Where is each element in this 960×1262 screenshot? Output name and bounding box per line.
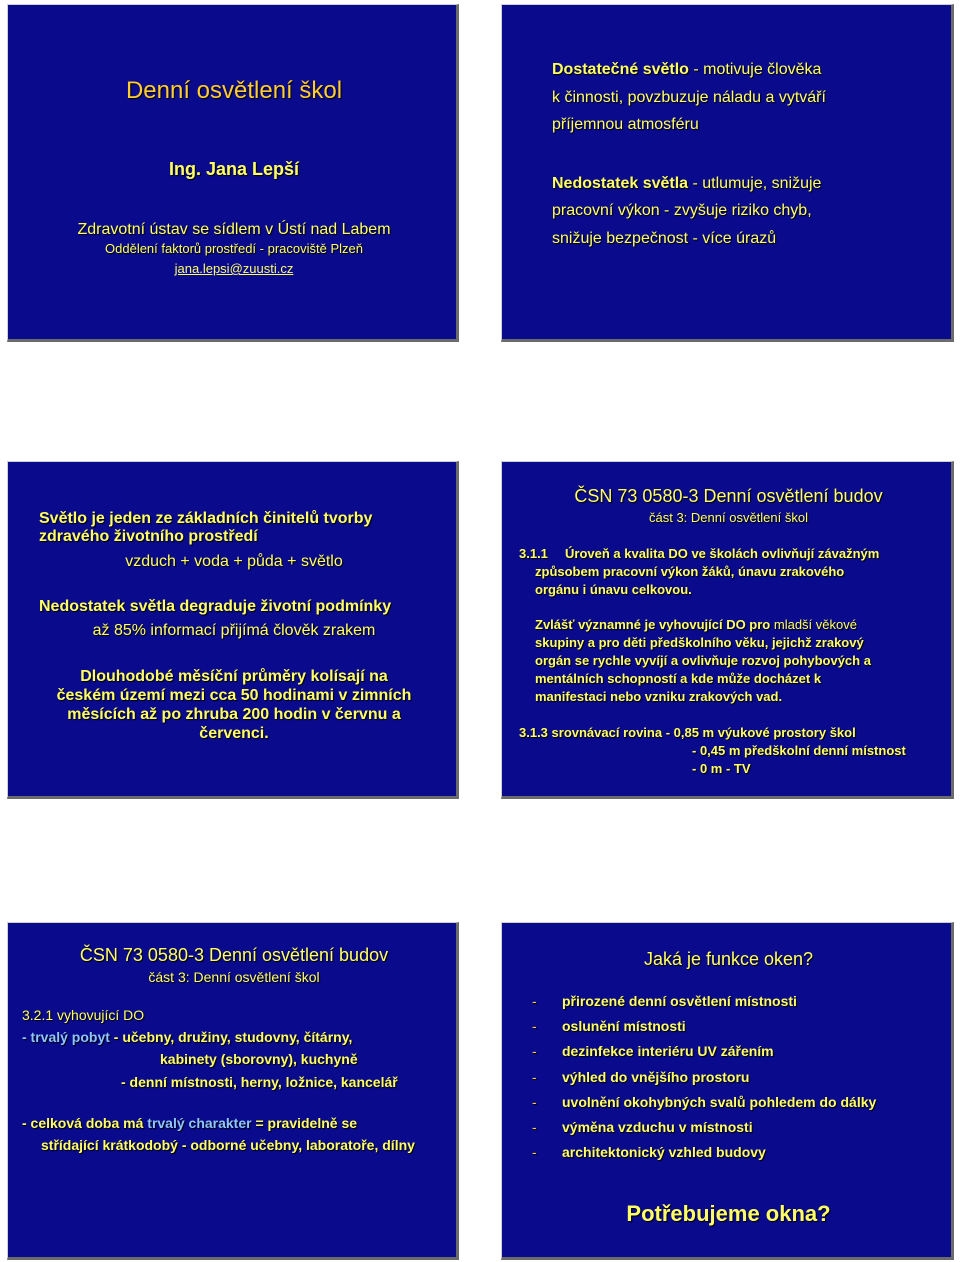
slide-2 xyxy=(501,4,954,342)
text-fragment: - trvalý pobyt xyxy=(22,1029,110,1045)
department-name: Oddělení faktorů prostředí - pracoviště Plzeň xyxy=(105,241,363,256)
slide-4-subtitle: část 3: Denní osvětlení škol xyxy=(649,510,808,525)
text-line: zdravého životního prostředí xyxy=(39,528,258,545)
text-line xyxy=(22,1115,357,1131)
text-line xyxy=(552,175,821,193)
closing-question: Potřebujeme okna? xyxy=(626,1201,831,1226)
text-line: způsobem pracovní výkon žáků, únavu zrakového xyxy=(535,564,845,579)
text-fragment: - motivuje člověka xyxy=(688,61,822,78)
slide-6-title: Jaká je funkce oken? xyxy=(643,949,814,969)
email-link[interactable]: jana.lepsi@zuusti.cz xyxy=(174,261,294,276)
text-line: českém území mezi cca 50 hodinami v zimních xyxy=(56,687,412,704)
text-fragment: = pravidelně se xyxy=(251,1115,358,1131)
text-line: střídající krátkodobý - odborné učebny, laboratoře, dílny xyxy=(41,1137,415,1153)
list-item: - architektonický vzhled budovy xyxy=(532,1144,766,1161)
text-line: - 0 m - TV xyxy=(692,761,751,776)
slide-6 xyxy=(501,922,954,1260)
formula-line: vzduch + voda + půda + světlo xyxy=(125,553,343,570)
text-line: až 85% informací přijímá člověk zrakem xyxy=(92,622,376,639)
emphasis-text: Dostatečné světlo xyxy=(552,61,689,78)
text-line: Světlo je jeden ze základních činitelů tvorby xyxy=(39,510,373,527)
slide-5 xyxy=(7,922,459,1260)
text-line xyxy=(552,61,821,79)
list-item: - přirozené denní osvětlení místnosti xyxy=(532,993,797,1009)
text-line: mentálních schopností a kde může docházet k xyxy=(535,671,822,686)
text-line xyxy=(22,1029,352,1045)
text-fragment: mladší věkové xyxy=(770,617,857,632)
text-line: příjemnou atmosféru xyxy=(552,116,699,133)
slide-4 xyxy=(501,461,954,799)
text-fragment: - celková doba má xyxy=(22,1115,144,1131)
institution-name: Zdravotní ústav se sídlem v Ústí nad Labem xyxy=(77,221,391,238)
text-line: Nedostatek světla degraduje životní podmínky xyxy=(39,598,392,615)
list-item: - uvolnění okohybných svalů pohledem do dálky xyxy=(532,1093,877,1110)
text-line: červenci. xyxy=(199,725,269,742)
text-line xyxy=(535,617,857,632)
text-fragment: - učebny, družiny, studovny, čítárny, xyxy=(109,1029,353,1045)
text-fragment: Zvlášť významné je vyhovující DO pro xyxy=(535,617,771,632)
text-line: pracovní výkon - zvyšuje riziko chyb, xyxy=(552,202,812,219)
text-line: - 0,45 m předškolní denní místnost xyxy=(692,743,906,758)
text-line: 3.1.3 srovnávací rovina - 0,85 m výukové prostory škol xyxy=(519,725,856,740)
emphasis-text: Nedostatek světla xyxy=(552,175,689,192)
author-name: Ing. Jana Lepší xyxy=(168,159,300,179)
slide-1-title: Denní osvětlení škol xyxy=(125,77,343,104)
text-fragment: skupiny a pro děti předškolního věku, xyxy=(535,635,769,650)
list-item: - dezinfekce interiéru UV zářením xyxy=(532,1043,774,1060)
text-fragment: - utlumuje, snižuje xyxy=(688,175,822,192)
text-line: manifestaci nebo vzniku zrakových vad. xyxy=(535,689,783,704)
text-fragment: trvalý charakter xyxy=(143,1115,252,1131)
slide-3 xyxy=(7,461,459,799)
window-functions-list xyxy=(532,993,876,1169)
text-line: orgán se rychle vyvíjí a ovlivňuje rozvoj pohybových a xyxy=(535,653,871,668)
slide-5-title: ČSN 73 0580-3 Denní osvětlení budov xyxy=(79,945,389,965)
list-item: - výhled do vnějšího prostoru xyxy=(532,1068,750,1085)
text-line: Dlouhodobé měsíční průměry kolísají na xyxy=(80,668,388,685)
list-item: - oslunění místnosti xyxy=(532,1018,686,1035)
text-line: kabinety (sborovny), kuchyně xyxy=(160,1051,358,1067)
slide-1 xyxy=(7,4,459,342)
list-item: - výměna vzduchu v místnosti xyxy=(532,1118,753,1135)
slide-5-subtitle: část 3: Denní osvětlení škol xyxy=(148,969,320,985)
text-fragment: jejichž zrakový xyxy=(768,635,864,650)
text-line: snižuje bezpečnost - více úrazů xyxy=(552,230,777,247)
text-line: měsících až po zhruba 200 hodin v červnu a xyxy=(67,706,401,723)
text-line: k činnosti, povzbuzuje náladu a vytváří xyxy=(552,89,826,106)
text-line: orgánu i únavu celkovou. xyxy=(535,582,692,597)
text-line: - denní místnosti, herny, ložnice, kancelář xyxy=(121,1074,398,1090)
slide-4-title: ČSN 73 0580-3 Denní osvětlení budov xyxy=(574,486,883,506)
section-heading: 3.2.1 vyhovující DO xyxy=(22,1007,145,1023)
section-number: 3.1.1 xyxy=(519,546,548,561)
text-line xyxy=(535,635,864,650)
text-line: Úroveň a kvalita DO ve školách ovlivňují závažným xyxy=(565,546,880,561)
